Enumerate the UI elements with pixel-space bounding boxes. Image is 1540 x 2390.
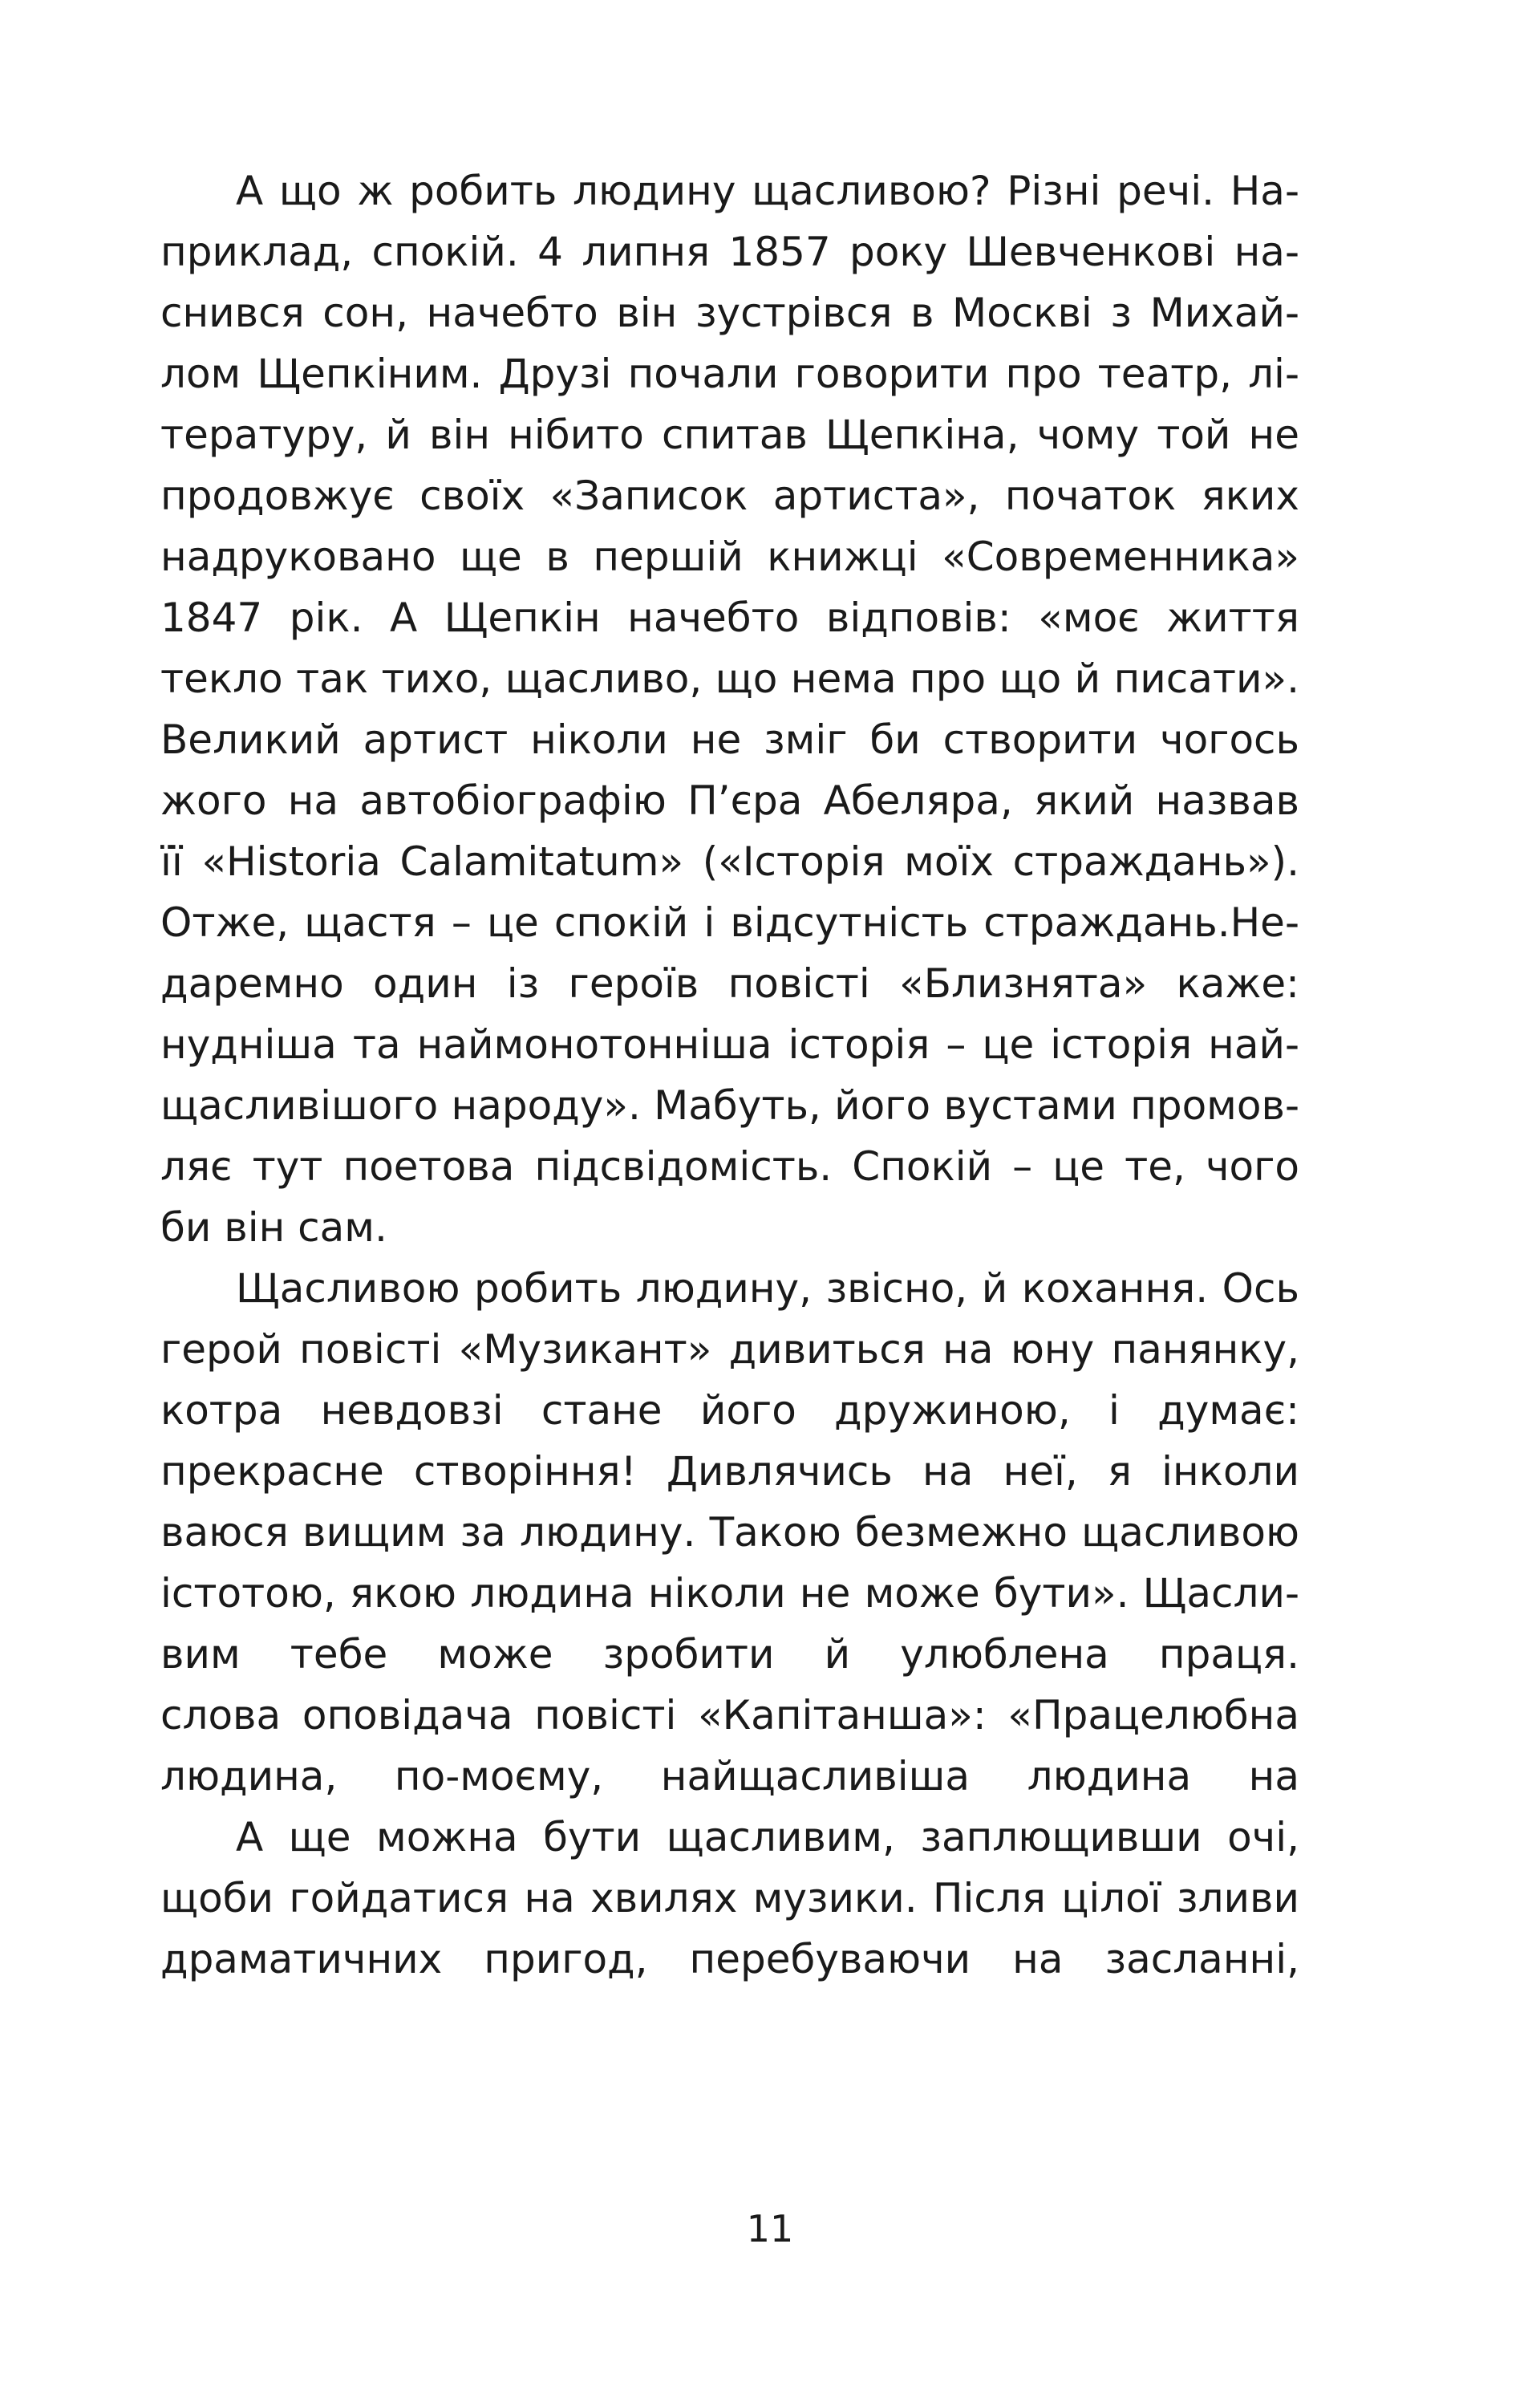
- text-line: би він сам.: [160, 1204, 387, 1251]
- body-text: [160, 160, 1299, 1990]
- text-line: надруковано ще в першій книжці «Современника»: [160, 534, 1299, 580]
- text-line: прекрасне створіння! Дивлячись на неї, я інколи: [160, 1448, 1299, 1495]
- text-line: слова оповідача повісті «Капітанша»: «Працелюбна: [160, 1692, 1299, 1739]
- text-line: істотою, якою людина ніколи не може бути». Щасли-: [160, 1570, 1299, 1617]
- text-line: драматичних пригод, перебуваючи на засланні,: [160, 1936, 1299, 1982]
- text-line: ляє тут поетова підсвідомість. Спокій – це те, чого: [160, 1143, 1299, 1190]
- text-line: 1847 рік. А Щепкін начебто відповів: «моє життя: [160, 594, 1299, 641]
- text-line: ваюся вищим за людину. Такою безмежно щасливою: [160, 1509, 1299, 1556]
- text-line: щоби гойдатися на хвилях музики. Після цілої зливи: [160, 1875, 1299, 1921]
- text-line: жого на автобіографію П’єра Абеляра, який назвав: [160, 777, 1299, 824]
- text-line: А ще можна бути щасливим, заплющивши очі,: [236, 1814, 1299, 1860]
- text-line: лом Щепкіним. Друзі почали говорити про театр, лі-: [160, 351, 1299, 397]
- text-line: продовжує своїх «Записок артиста», початок яких: [160, 473, 1299, 519]
- text-line: котра невдовзі стане його дружиною, і думає:: [160, 1387, 1299, 1434]
- text-line: вим тебе може зробити й улюблена праця.: [160, 1631, 1299, 1678]
- text-line: Отже, щастя – це спокій і відсутність страждань.Не-: [160, 899, 1299, 946]
- text-line: Великий артист ніколи не зміг би створити чогось: [160, 716, 1299, 763]
- text-line: даремно один із героїв повісті «Близнята» каже:: [160, 960, 1299, 1007]
- text-line: щасливішого народу». Мабуть, його вустами промов-: [160, 1082, 1299, 1129]
- text-line: Щасливою робить людину, звісно, й кохання. Ось: [236, 1265, 1299, 1312]
- text-line: людина, по-моєму, найщасливіша людина на: [160, 1753, 1299, 1800]
- text-line: тературу, й він нібито спитав Щепкіна, чому той не: [160, 412, 1299, 458]
- text-line: приклад, спокій. 4 липня 1857 року Шевченкові на-: [160, 229, 1299, 275]
- text-line: текло так тихо, щасливо, що нема про що й писати».: [160, 655, 1299, 702]
- page-number: 11: [746, 2207, 794, 2250]
- text-line: А що ж робить людину щасливою? Різні речі. На-: [236, 168, 1299, 214]
- text-line: герой повісті «Музикант» дивиться на юну панянку,: [160, 1326, 1299, 1373]
- text-line: її «Historia Calamitatum» («Історія моїх страждань»).: [160, 838, 1299, 885]
- text-line: снився сон, начебто він зустрівся в Москві з Михай-: [160, 290, 1299, 336]
- text-line: нудніша та наймонотонніша історія – це історія най-: [160, 1021, 1299, 1068]
